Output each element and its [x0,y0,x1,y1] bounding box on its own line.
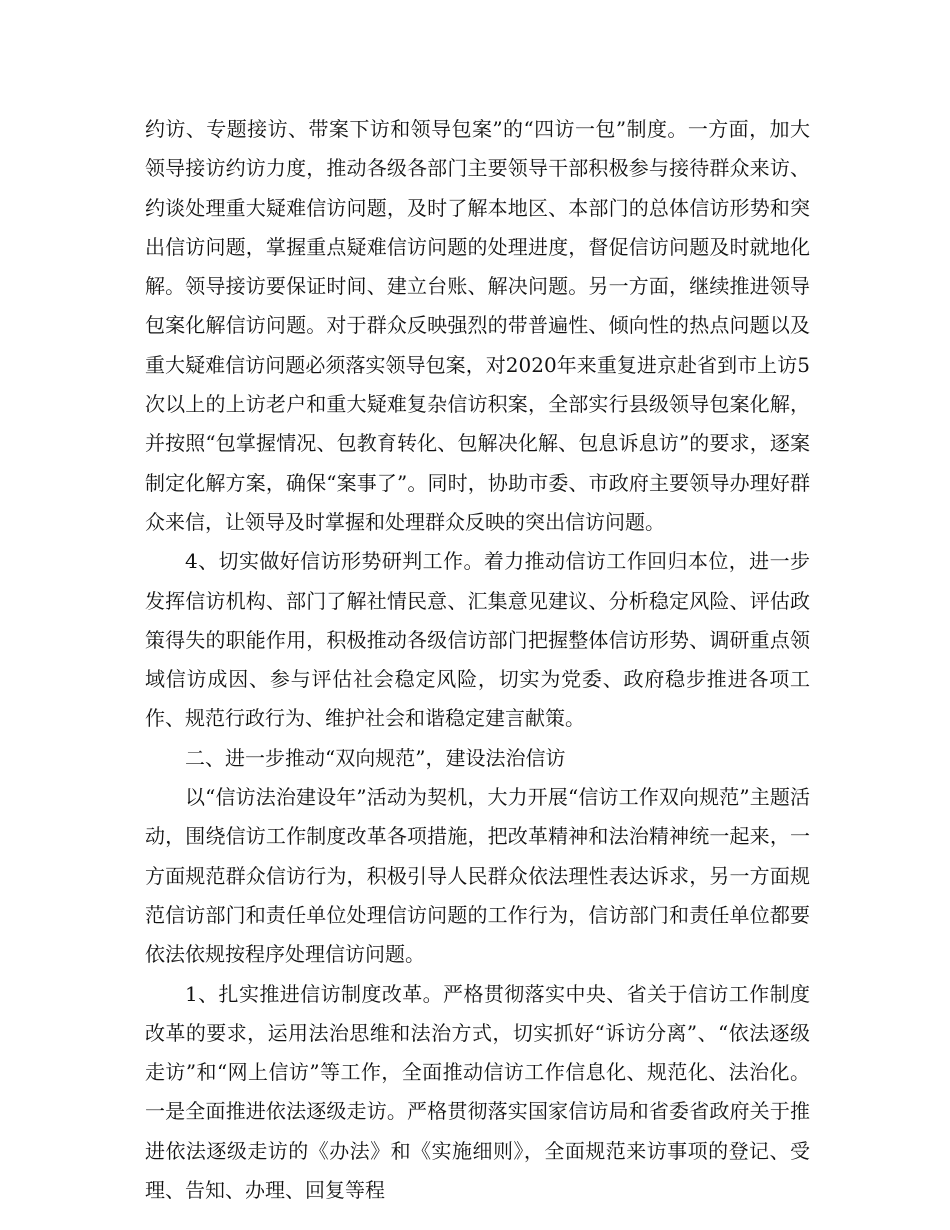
paragraph-continuation: 约访、专题接访、带案下访和领导包案”的“四访一包”制度。一方面，加大领导接访约访力度，推动各级各部门主要领导干部积极参与接待群众来访、约谈处理重大疑难信访问题，及时了解本地区、本部门的总体信访形势和突出信访问题，掌握重点疑难信访问题的处理进度，督促信访问题及时就地化解。领导接访要保证时间、建立台账、解决问题。另一方面，继续推进领导包案化解信访问题。对于群众反映强烈的带普遍性、倾向性的热点问题以及重大疑难信访问题必须落实领导包案，对2020年来重复进京赴省到市上访5次以上的上访老户和重大疑难复杂信访积案，全部实行县级领导包案化解，并按照“包掌握情况、包教育转化、包解决化解、包息诉息访”的要求，逐案制定化解方案，确保“案事了”。同时，协助市委、市政府主要领导办理好群众来信，让领导及时掌握和处理群众反映的突出信访问题。 [145,117,810,534]
paragraph-item-4: 4、切实做好信访形势研判工作。着力推动信访工作回归本位，进一步发挥信访机构、部门了解社情民意、汇集意见建议、分析稳定风险、评估政策得失的职能作用，积极推动各级信访部门把握整体信访形势、调研重点领域信访成因、参与评估社会稳定风险，切实为党委、政府稳步推进各项工作、规范行政行为、维护社会和谐稳定建言献策。 [145,549,810,731]
paragraph-item-1: 1、扎实推进信访制度改革。严格贯彻落实中央、省关于信访工作制度改革的要求，运用法治思维和法治方式，切实抓好“诉访分离”、“依法逐级走访”和“网上信访”等工作，全面推动信访工作信息化、规范化、法治化。一是全面推进依法逐级走访。严格贯彻落实国家信访局和省委省政府关于推进依法逐级走访的《办法》和《实施细则》，全面规范来访事项的登记、受理、告知、办理、回复等程 [145,981,810,1203]
section-heading-2: 二、进一步推动“双向规范”，建设法治信访 [185,745,566,770]
paragraph-section-intro: 以“信访法治建设年”活动为契机，大力开展“信访工作双向规范”主题活动，围绕信访工作制度改革各项措施，把改革精神和法治精神统一起来，一方面规范群众信访行为，积极引导人民群众依法理性表达诉求，另一方面规范信访部门和责任单位处理信访问题的工作行为，信访部门和责任单位都要依法依规按程序处理信访问题。 [145,785,810,967]
document-body [145,110,810,1210]
